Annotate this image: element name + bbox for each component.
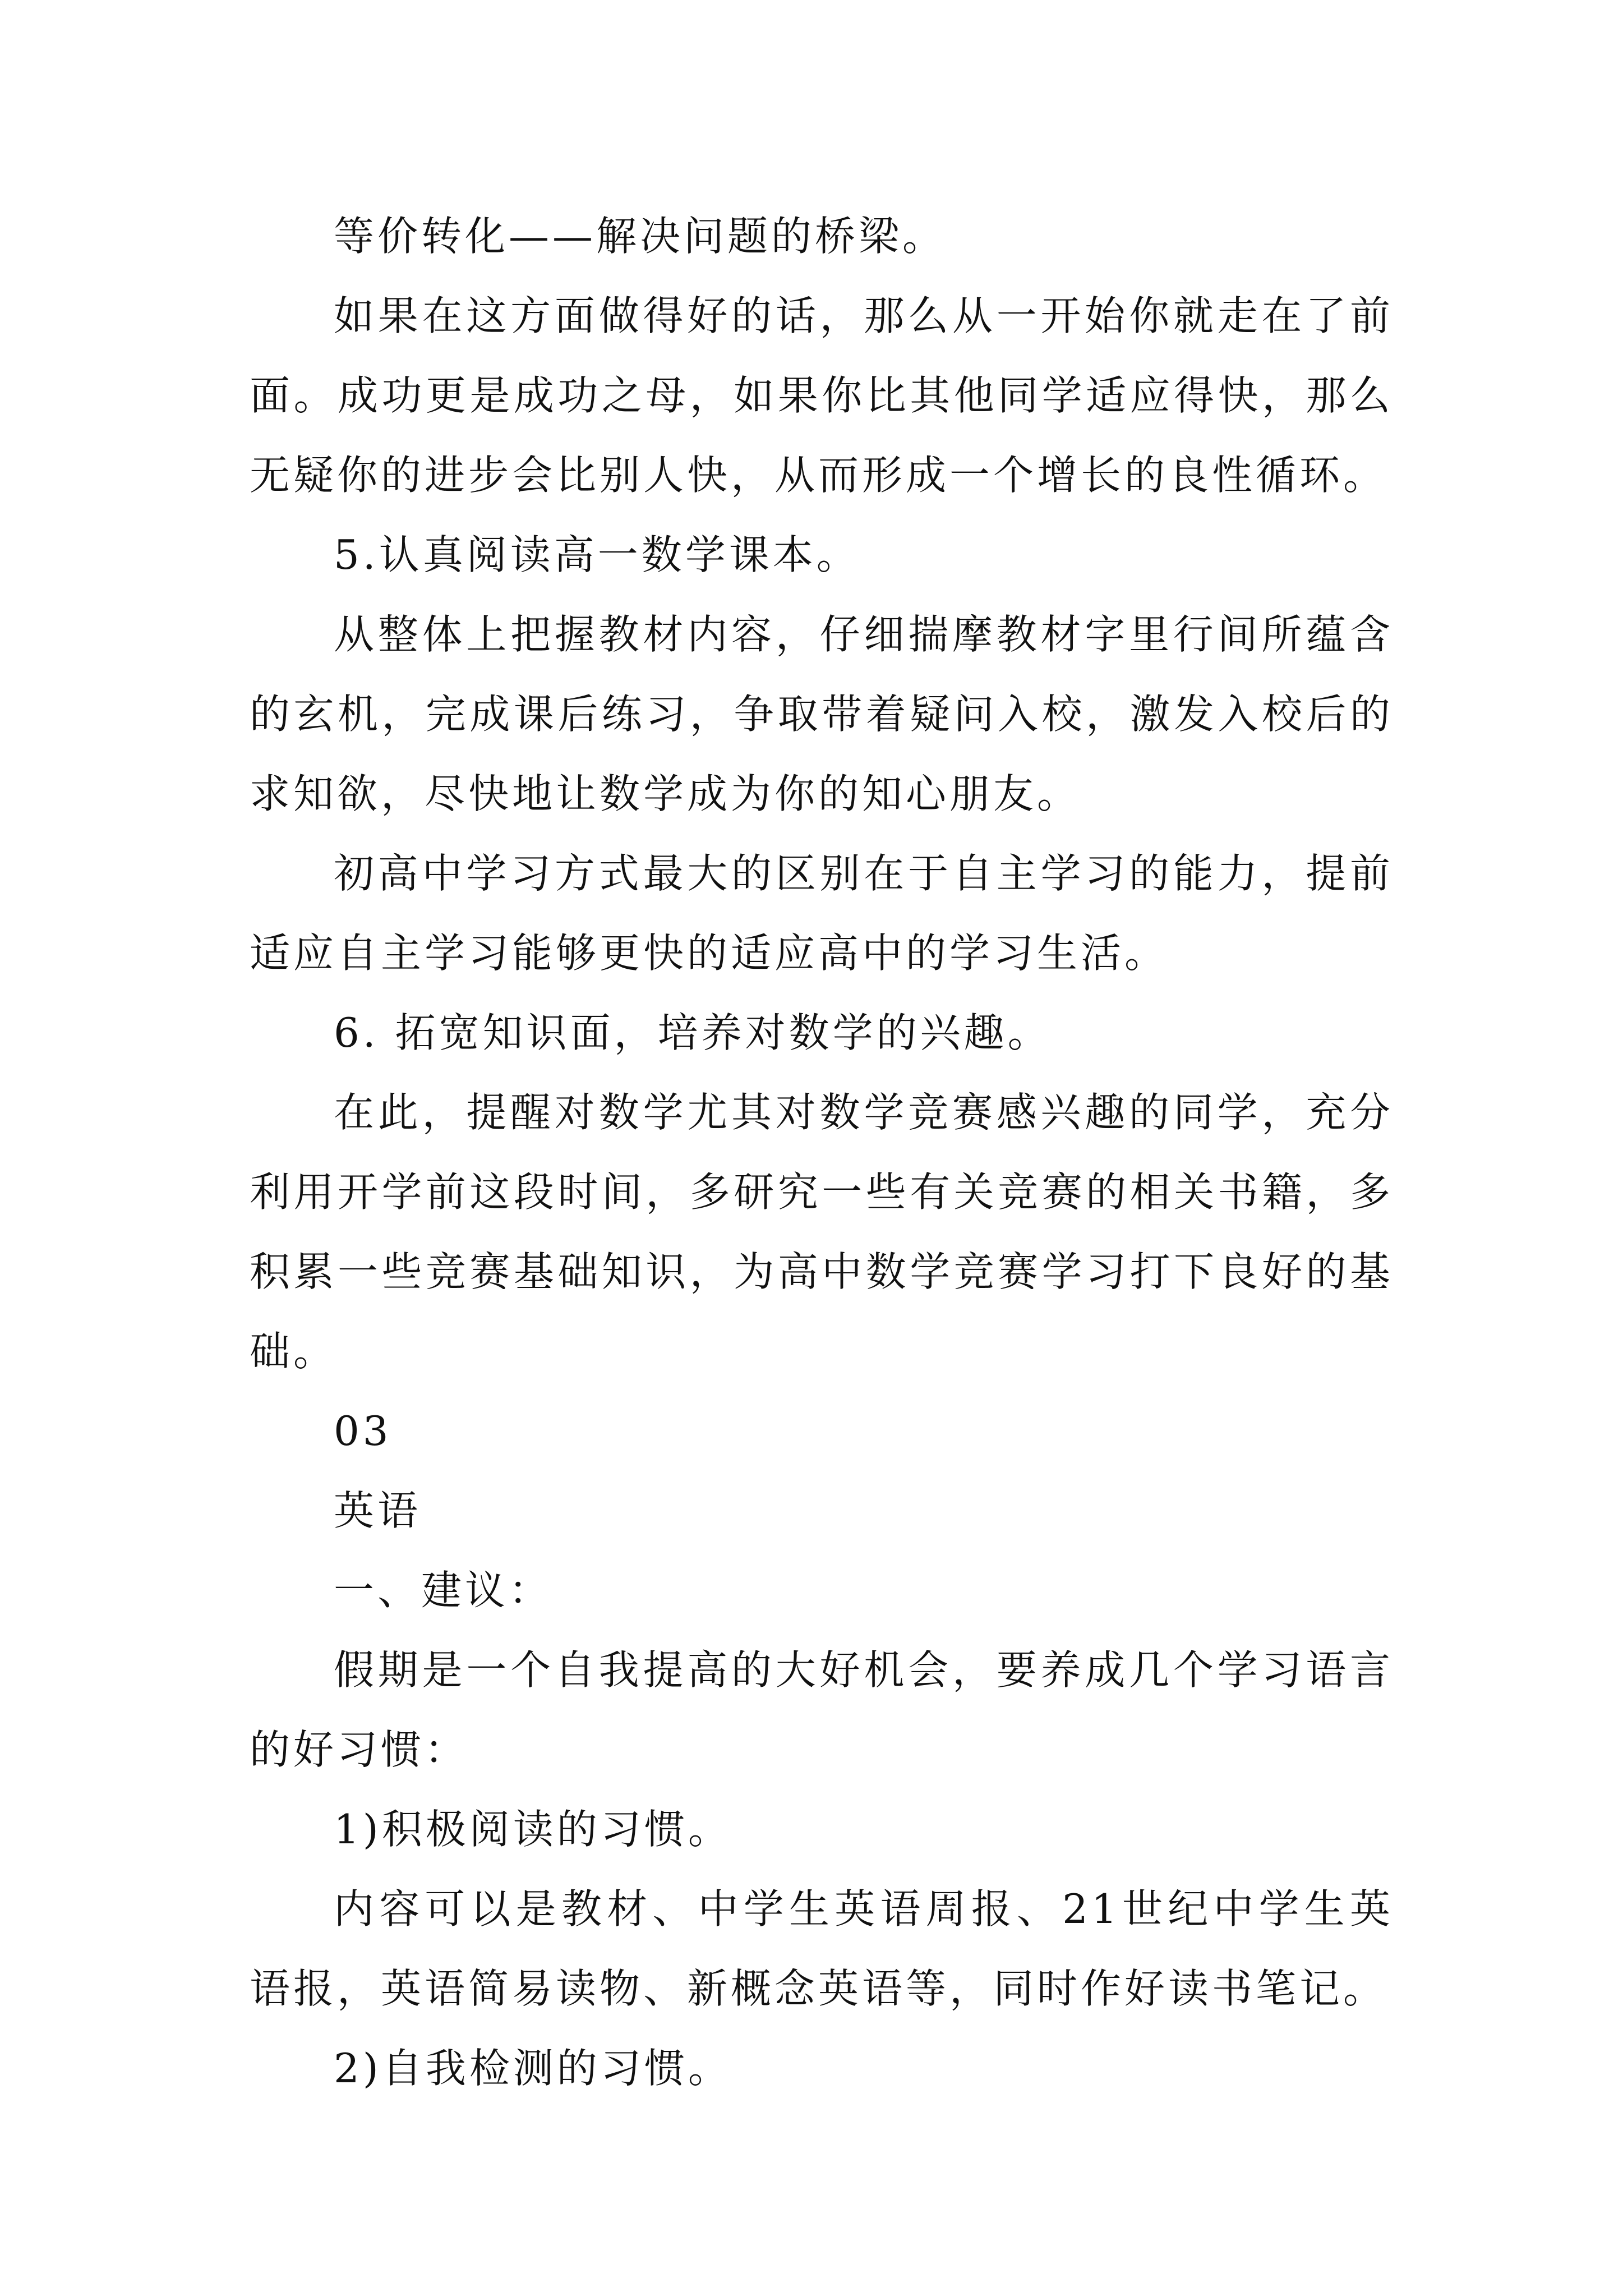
- paragraph-self-study: 初高中学习方式最大的区别在于自主学习的能力，提前适应自主学习能够更快的适应高中的学习生活。: [250, 850, 1394, 977]
- list-item-reading-habit: 1)积极阅读的习惯。: [334, 1806, 732, 1853]
- paragraph-equivalent-transformation: 等价转化——解决问题的桥梁。: [334, 213, 947, 260]
- document-body: [250, 196, 1394, 2108]
- section-title-english: 英语: [334, 1487, 422, 1534]
- list-item-self-test-habit: 2)自我检测的习惯。: [334, 2045, 732, 2092]
- paragraph-competition-advice: 在此，提醒对数学尤其对数学竞赛感兴趣的同学，充分利用开学前这段时间，多研究一些有关竞赛的相关书籍，多积累一些竞赛基础知识，为高中数学竞赛学习打下良好的基础。: [250, 1089, 1394, 1375]
- paragraph-heading-read-textbook: 5.认真阅读高一数学课本。: [334, 531, 860, 578]
- paragraph-textbook-content: 从整体上把握教材内容，仔细揣摩教材字里行间所蕴含的玄机，完成课后练习，争取带着疑问入校，激发入校后的求知欲，尽快地让数学成为你的知心朋友。: [250, 611, 1394, 817]
- subheading-suggestions: 一、建议：: [334, 1567, 553, 1614]
- paragraph-vacation-habits: 假期是一个自我提高的大好机会，要养成几个学习语言的好习惯：: [250, 1646, 1394, 1773]
- paragraph-heading-broaden-knowledge: 6. 拓宽知识面，培养对数学的兴趣。: [334, 1009, 1052, 1056]
- paragraph-reading-materials: 内容可以是教材、中学生英语周报、21世纪中学生英语报，英语简易读物、新概念英语等，同时作好读书笔记。: [250, 1885, 1394, 2012]
- section-number: 03: [334, 1407, 392, 1455]
- paragraph-success-cycle: 如果在这方面做得好的话，那么从一开始你就走在了前面。成功更是成功之母，如果你比其他同学适应得快，那么无疑你的进步会比别人快，从而形成一个增长的良性循环。: [250, 292, 1394, 499]
